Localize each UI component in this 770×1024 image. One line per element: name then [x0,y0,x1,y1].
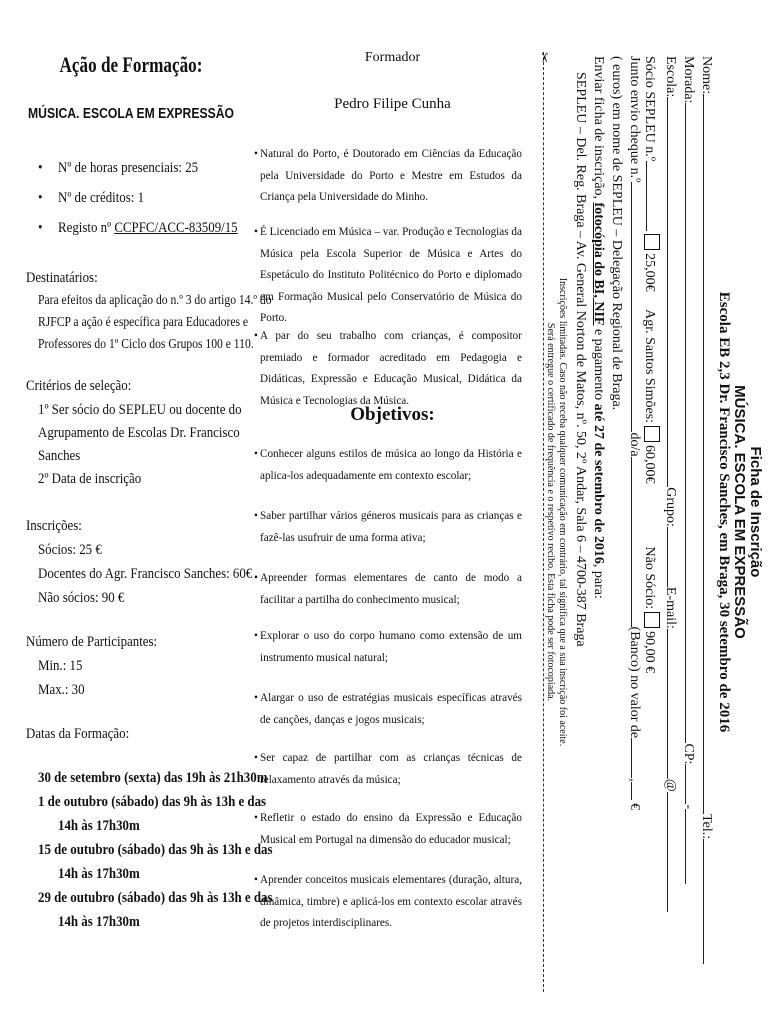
date-line: 1 de outubro (sábado) das 9h às 13h e das [38,794,267,810]
page-title: Ação de Formação: [59,52,203,77]
insc-line: Docentes do Agr. Francisco Sanches: 60€ [38,566,253,582]
price-agr: 60,00€ [642,445,657,484]
formador-name: Pedro Filipe Cunha [334,96,451,112]
agr-label: Agr. Santos Simões: [642,309,657,424]
hours-item: Nº de horas presenciais: 25 [58,160,199,176]
bullet-dot: • [254,148,258,160]
naosocio-label: Não Sócio: [642,546,657,610]
registo-label: Registo nº [58,220,115,236]
crit-heading: Critérios de seleção: [26,378,132,394]
at-sign: @ [663,778,678,792]
form-subtitle: MÚSICA. ESCOLA EM EXPRESSÃO [731,385,748,639]
bullet-dot: • [254,330,258,342]
bio-item [254,222,522,330]
objective-text: Alargar o uso de estratégias musicais específicas através de canções, danças e jogos musicais; [260,692,522,726]
date-line: 29 de outubro (sábado) das 9h às 13h e das [38,890,273,906]
email-domain-field[interactable] [667,792,668,912]
cheque-label: Junto envio cheque n.º [627,56,642,183]
objective-text: Ser capaz de partilhar com as crianças técnicas de relaxamento através da música; [260,752,522,786]
cheque-row: Junto envio cheque n.ºdo/a(Banco) no valor de, € [627,56,642,811]
crit-line: Agrupamento de Escolas Dr. Francisco [38,425,240,441]
registration-form [530,0,770,1024]
bullet-dot: • [254,630,258,642]
objective-item [254,688,522,731]
objective-text: Aprender conceitos musicais elementares (duração, altura, dinâmica, timbre) e aplicá-los em contexto escolar através de projetos interdisciplinares. [260,874,522,929]
cp-field-2[interactable] [685,809,686,884]
socio-row [641,56,660,673]
num-heading: Número de Participantes: [26,634,158,650]
bullet-dot: • [254,448,258,460]
dest-line: Professores do 1º Ciclo dos Grupos 100 e 110. [38,336,254,351]
bullet-dot: • [254,572,258,584]
dest-heading: Destinatários: [26,270,98,286]
socio-checkbox[interactable] [644,234,660,250]
cheque-number-field[interactable] [631,182,632,432]
insc-line: Sócios: 25 € [38,542,102,558]
bullet-dot: • [38,220,43,236]
objective-item [254,444,522,487]
nome-field[interactable] [703,94,704,814]
objective-text: Apreender formas elementares de canto de modo a facilitar a partilha do conhecimento musical; [260,572,522,606]
bullet-dot: • [254,510,258,522]
naosocio-checkbox[interactable] [644,612,660,628]
enviar-text-3: , para: [591,563,606,599]
morada-field[interactable] [685,103,686,743]
bullet-dot: • [254,692,258,704]
agr-checkbox[interactable] [644,426,660,442]
sepleu-address: SEPLEU – Del. Reg. Braga – Av. General Norton de Matos, nº. 50, 2º Andar, Sala 6 – 4700-387 Braga [573,72,588,647]
objective-item [254,568,522,611]
note-line: Será entregue o certificado de frequência e o respetivo recibo. Esta ficha pode ser fotocopiada. [545,322,556,702]
grupo-label: Grupo: [663,487,678,527]
credits-item: Nº de créditos: 1 [58,190,145,206]
euro-sign: € [627,803,642,811]
cut-line [543,52,544,992]
objective-text: Saber partilhar vários géneros musicais para as crianças e fazê-las usufruir de uma forma ativa; [260,510,522,544]
objective-item [254,626,522,669]
course-subtitle: MÚSICA. ESCOLA EM EXPRESSÃO [28,106,234,122]
escola-label: Escola: [663,56,678,98]
dest-line: Para efeitos da aplicação do n.º 3 do artigo 14.º do [38,292,272,307]
doa-label: do/a [627,432,642,457]
num-line: Max.: 30 [38,682,85,698]
enviar-text-2: e pagamento [591,325,606,404]
enviar-docs: fotocópia do BI, NIF [591,202,606,326]
crit-line: 2º Data de inscrição [38,471,142,487]
morada-label: Morada: [681,56,696,104]
crit-line: 1º Ser sócio do SEPLEU ou docente do [38,402,242,418]
price-socio: 25,00€ [642,253,657,292]
datas-heading: Datas da Formação: [26,726,130,742]
tel-field[interactable] [703,839,704,964]
insc-line: Não sócios: 90 € [38,590,125,606]
banco-label: (Banco) no valor de [627,626,642,739]
bank-field[interactable] [631,457,632,627]
bio-text: É Licenciado em Música – var. Produção e Tecnologias da Música pela Escola Superior de Música e Artes do Espetáculo do Instituto Politécnico do Porto e diplomado em Formação Musical pelo Conservatório de Música do Porto. [260,226,522,324]
nome-label: Nome: [699,56,714,95]
cp-label: CP: [681,743,696,765]
date-line: 30 de setembro (sexta) das 19h às 21h30m [38,770,268,786]
formador-label: Formador [364,50,421,65]
price-naosocio: 90,00 € [642,631,657,674]
registration-form-rotated [530,0,770,1024]
dest-line: RJFCP a ação é específica para Educadores e [38,314,249,329]
email-label: E-mail: [663,586,678,629]
bullet-dot: • [254,874,258,886]
amount-field-2[interactable] [631,782,632,800]
form-venue: Escola EB 2,3 Dr. Francisco Sanches, em Braga, 30 setembro de 2016 [716,291,732,733]
email-field[interactable] [667,629,668,779]
scissors-icon: ✂ [537,52,552,63]
objective-item [254,808,522,851]
date-line: 14h às 17h30m [58,818,140,834]
date-line: 14h às 17h30m [58,866,140,882]
bullet-dot: • [254,812,258,824]
registo-code: CCPFC/ACC-83509/15 [114,220,238,236]
enviar-text: Enviar ficha de inscrição, [591,56,606,203]
crit-line: Sanches [38,448,81,464]
registo-item [58,218,238,238]
bullet-dot: • [38,160,43,176]
bullet-dot: • [38,190,43,206]
bullet-dot: • [254,752,258,764]
morada-row: Morada:CP:- [680,56,696,884]
bullet-dot: • [254,226,258,238]
enviar-line [590,56,606,599]
amount-field-1[interactable] [631,738,632,778]
objective-text: Refletir o estado do ensino da Expressão e Educação Musical em Portugal na dimensão do educador musical; [260,812,522,846]
enviar-deadline: até 27 de setembro de 2016 [591,403,606,564]
bio-text: Natural do Porto, é Doutorado em Ciências da Educação pela Universidade do Porto e Mestre em Estudos da Criança pela Universidade do Minho. [260,148,522,203]
num-line: Min.: 15 [38,658,83,674]
tel-label: Tel.: [699,814,714,840]
bio-item [254,144,522,209]
socio-number-field[interactable] [646,161,647,231]
escola-field[interactable] [667,97,668,487]
info-column [0,0,273,1024]
cp-field-1[interactable] [685,764,686,804]
grupo-field[interactable] [667,527,668,587]
objective-item [254,506,522,549]
note-line: Inscrições limitadas. Caso não receba qualquer comunicação em contrário, tal significa que a sua inscrição foi aceite. [557,277,568,747]
objective-item [254,748,522,791]
euros-line: ( euros) em nome de SEPLEU – Delegação Regional de Braga. [609,56,624,411]
objective-text: Explorar o uso do corpo humano como extensão de um instrumento musical natural; [260,630,522,664]
objective-item [254,870,522,935]
date-line: 15 de outubro (sábado) das 9h às 13h e das [38,842,273,858]
form-title: Ficha de Inscrição [747,446,764,578]
objetivos-title: Objetivos: [350,404,435,425]
bio-text: A par do seu trabalho com crianças, é compositor premiado e formador acreditado em Pedagogia e Didáticas, Expressão e Educação Musical, Didática da Música e Tecnologias da Música. [260,330,522,407]
escola-row [662,56,678,912]
date-line: 14h às 17h30m [58,914,140,930]
bio-item [254,326,522,412]
nome-row [698,56,714,964]
objective-text: Conhecer alguns estilos de música ao longo da História e aplica-los adequadamente em contexto escolar; [260,448,522,482]
insc-heading: Inscrições: [26,518,82,534]
socio-label: Sócio SEPLEU n.º [642,56,657,162]
